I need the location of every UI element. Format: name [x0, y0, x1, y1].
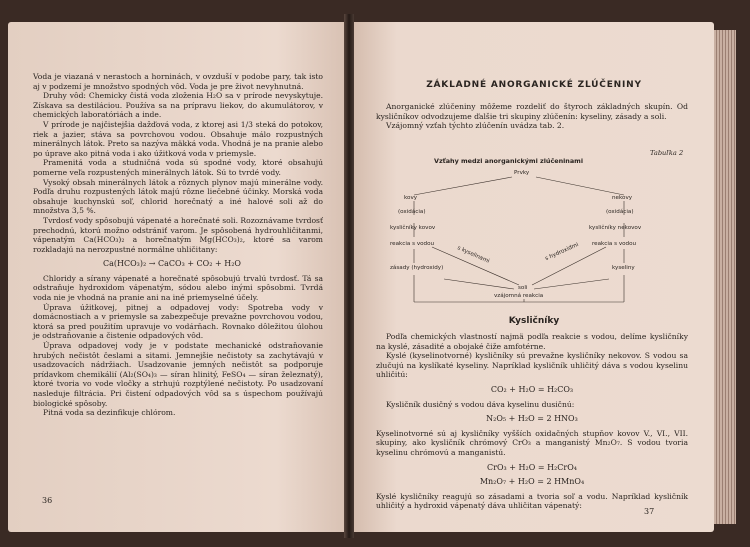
paragraph: Pramenitá voda a studničná voda sú spodné vody, ktoré obsahujú pomerne veľa rozpustených minerálnych látok. Sú to tvrdé vody. — [33, 158, 323, 177]
paragraph: Kyslé (kyselinotvorné) kysličníky sú prevažne kysličníky nekovov. S vodou sa zlučujú na kyslíkaté kyseliny. Napríklad kysličník uhličitý dáva s vodou kyselinu uhličitú: — [376, 351, 688, 380]
right-text — [376, 332, 688, 511]
equation: N₂O₅ + H₂O = 2 HNO₃ — [486, 414, 578, 424]
paragraph: Úprava odpadovej vody je v podstate mechanické odstraňovanie hrubých nečistôt česlami a sitami. Jemnejšie nečistoty sa zachytávajú v usadzovacích nádržiach. Usadzovanie jemných nečistôt sa podporuje prídavkom chemikálií (Al₂(SO₄)₃ — síran hlinitý, FeSO₄ — síran železnatý), ktoré tvoria vo vode vločky a strhujú rozptýlené nečistoty. Po usadzovaní nasleduje filtrácia. Pri čistení odpadových vôd sa s úspechom používajú biologické spôsoby. — [33, 341, 323, 408]
page-edges — [714, 30, 736, 524]
intro-text — [376, 102, 688, 131]
paragraph: Podľa chemických vlastností najmä podľa reakcie s vodou, delíme kysličníky na kyslé, zásadité a obojaké čiže amfotérne. — [376, 332, 688, 351]
node-kyslicniky-nekovov: kysličníky nekovov — [589, 225, 642, 231]
section-heading: Kysličníky — [508, 316, 560, 326]
label-vzajomna: vzájomná reakcia — [494, 293, 544, 299]
node-prvky: Prvky — [514, 170, 530, 176]
paragraph: Anorganické zlúčeniny môžeme rozdeliť do štyroch základných skupín. Od kysličníkov odvodzujeme ďalšie tri skupiny zlúčenín: kyseliny, zásady a soli. — [376, 102, 688, 121]
paragraph: Vzájomný vzťah týchto zlúčenín uvádza tab. 2. — [386, 121, 565, 131]
book-gutter — [344, 14, 354, 538]
paragraph: Voda je viazaná v nerastoch a horninách, v ovzduší v podobe pary, tak isto aj v podzemí je množstvo spodných vôd. Voda je pre život nevyhnutná. — [33, 72, 323, 91]
node-kyseliny: kyseliny — [612, 265, 635, 271]
label-reakcia-right: reakcia s vodou — [592, 241, 637, 247]
equation: Mn₂O₇ + H₂O = 2 HMnO₄ — [479, 477, 585, 487]
table-caption: Tabuľka 2 — [650, 149, 684, 157]
node-soli: soli — [518, 285, 528, 291]
page-number: 36 — [42, 496, 53, 505]
paragraph: Kyselinotvorné sú aj kysličníky vyšších oxidačných stupňov kovov V., VI., VII. skupiny, ako kysličník chrómový CrO₃ a manganistý Mn₂O₇. S vodou tvoria kyselinu chrómovú a manganistú. — [376, 428, 688, 457]
node-zasady: zásady (hydroxidy) — [390, 265, 444, 271]
label-reakcia-left: reakcia s vodou — [390, 241, 435, 247]
paragraph: Vysoký obsah minerálnych látok a rôznych plynov majú minerálne vody. Podľa druhu rozpustených látok majú rôzne liečebné účinky. Morská voda obsahuje kuchynskú soľ, chlorid horečnatý a iné halové soli až do množstva 3,5 %. — [33, 177, 323, 216]
left-text — [33, 72, 323, 418]
paragraph: Úprava úžitkovej, pitnej a odpadovej vody: Spotreba vody v domácnostiach a v priemysle sa zabezpečuje prevažne povrchovou vodou, ktorá sa pred použitím upravuje vo vodárňach. Rovnako dôležitou úlohou je odstraňovanie a čistenie odpadových vôd. — [33, 302, 323, 341]
right-page — [354, 22, 714, 532]
node-nekovy: nekovy — [612, 195, 633, 201]
paragraph: Chloridy a sírany vápenaté a horečnaté spôsobujú trvalú tvrdosť. Tá sa odstraňuje hydroxidom vápenatým, sódou alebo inými spôsobmi. Tvrdá voda nie je vhodná na pranie ani na iné priemyselné účely. — [33, 273, 323, 303]
label-oxidacia-left: (oxidácia) — [398, 209, 426, 215]
equation: Ca(HCO₃)₂ → CaCO₃ + CO₂ + H₂O — [103, 259, 241, 269]
left-page — [8, 22, 344, 532]
label-s-kyselinami: s kyselinami — [456, 245, 491, 265]
paragraph: Kysličník dusičný s vodou dáva kyselinu dusičnú: — [386, 399, 575, 409]
equation: CrO₃ + H₂O = H₂CrO₄ — [487, 462, 577, 472]
diagram-title: Vzťahy medzi anorganickými zlúčeninami — [434, 157, 584, 165]
page-number: 37 — [644, 507, 655, 516]
paragraph: Pitná voda sa dezinfikuje chlórom. — [43, 408, 176, 418]
node-kyslicniky-kovov: kysličníky kovov — [390, 225, 436, 231]
label-s-hydroxidmi: s hydroxidmi — [544, 241, 580, 263]
diagram-lines — [384, 157, 674, 307]
chapter-heading: ZÁKLADNÉ ANORGANICKÉ ZLÚČENINY — [426, 80, 642, 90]
label-oxidacia-right: (oxidácia) — [606, 209, 634, 215]
equation: CO₂ + H₂O = H₂CO₃ — [490, 384, 574, 394]
paragraph: V prírode je najčistejšia dažďová voda, z ktorej asi 1/3 steká do potokov, riek a jazier, stáva sa povrchovou vodou. Obsahuje málo rozpustných minerálnych látok. Preto sa nazýva mäkká voda. Vhodná je na pranie alebo po úprave ako pitná voda i ako úžitková voda v priemysle. — [33, 119, 323, 158]
paragraph: Druhy vôd: Chemicky čistá voda zloženia H₂O sa v prírode nevyskytuje. Získava sa destiláciou. Používa sa na prípravu liekov, do akumulátorov, v chemických laboratóriách a inde. — [33, 91, 323, 120]
node-kovy: kovy — [404, 195, 418, 201]
paragraph: Tvrdosť vody spôsobujú vápenaté a horečnaté soli. Rozoznávame tvrdosť prechodnú, ktorú možno odstrániť varom. Je spôsobená hydrouhličitanmi, vápenatým Ca(HCO₃)₂ a horečnatým Mg(HCO₃)₂, ktoré sa varom rozkladajú na nerozpustné normálne uhličitany: — [33, 215, 323, 254]
relations-diagram — [384, 157, 674, 307]
paragraph: Kyslé kysličníky reagujú so zásadami a tvoria soľ a vodu. Napríklad kysličník uhličitý a hydroxid vápenatý dáva uhličitan vápenatý: — [376, 491, 688, 511]
